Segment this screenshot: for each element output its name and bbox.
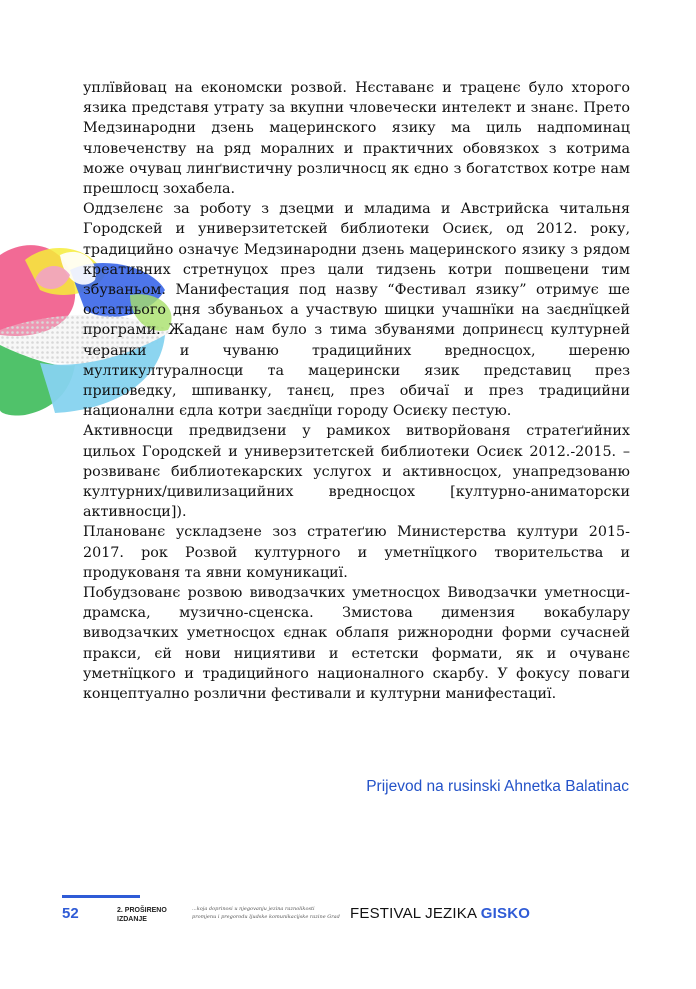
paragraph: Оддзелєнє за роботу з дзецми и младима и Австрийска читальня Городскей и универзитетскей библиотеки Осиєк, од 2012. року, традицийно означує Медзинародни дзень мацеринского язику з рядом креативних стретнуцох през цали тидзень котри пошвецени тим збуваньом. Манифестация под назву “Фестивал язику” отримує ше остатнього дня збуваньох а участвую шицки учашнїки на заєднїцкей програми. Жаданє нам було з тима збуванями допринєсц културней черанки и чуваню традицийних вредносцох, шереню мултикултуралносци та мацерински язик представиц през приповедку, шпиванку, танєц, през обичаї и през традицийни национални єдла котри заєднїци городу Осиєку пестую.	[83, 201, 630, 420]
paragraph: Планованє ускладзене зоз стратеґию Министерства култури 2015-2017. рок Розвой културного и уметнїцкого творительства и продукованя та явни комуникациї.	[83, 524, 630, 581]
translation-credit: Prijevod na rusinski Ahnetka Balatinac	[366, 778, 629, 795]
paragraph: Активносци предвидзени у рамикох витворйованя стратеґийних цильох Городскей и универзитетскей библиотеки Осиєк 2012.-2015. – розвиванє библиотекарских услугох и активносцох, унапредзованю културних/цивилизацийних вредносцох [културно-аниматорски активносци]).	[83, 423, 630, 521]
edition-line: IZDANJE	[117, 916, 147, 923]
paragraph: уплївйовац на економски розвой. Нєставанє и траценє було хторого язика представя утрату за вкупни чловечески интелект и знанє. Прето Медзинародни дзень мацеринского язику ма циль надпоминац чловеченству на ряд моралних и практичних обовязкох з котрима може очувац линґвистичну розличносц як єдно з богатствох котре нам прешлосц зохабела.	[83, 80, 630, 198]
festival-title	[350, 905, 530, 922]
page-number: 52	[62, 905, 79, 922]
paragraph: Побудзованє розвою виводзачких уметносцох Виводзачки уметносци-драмска, музично-сценска. Змистова димензия вокабулару виводзачких уметносцох єднак облапя рижнородни форми сучасней пракси, єй нови нициятиви и естетски формати, як и очуванє уметнїцкого и традицийного националного скарбу. У фокусу поваги концептуално розлични фестивали и културни манифестациї.	[83, 585, 630, 703]
footer-tagline	[192, 905, 344, 921]
festival-prefix: FESTIVAL JEZIKA	[350, 905, 477, 922]
edition-label	[117, 906, 187, 924]
tagline-line: ...koja doprinosi u njegovanju jezina raznolikosti	[192, 906, 315, 912]
tagline-line: promjenu i pregorodu ljudske komunikacijske razine Grad	[192, 914, 340, 920]
festival-brand: GISKO	[480, 905, 531, 922]
footer-divider	[62, 895, 140, 898]
article-body	[83, 78, 630, 704]
edition-line: 2. PROŠIRENO	[117, 907, 167, 914]
